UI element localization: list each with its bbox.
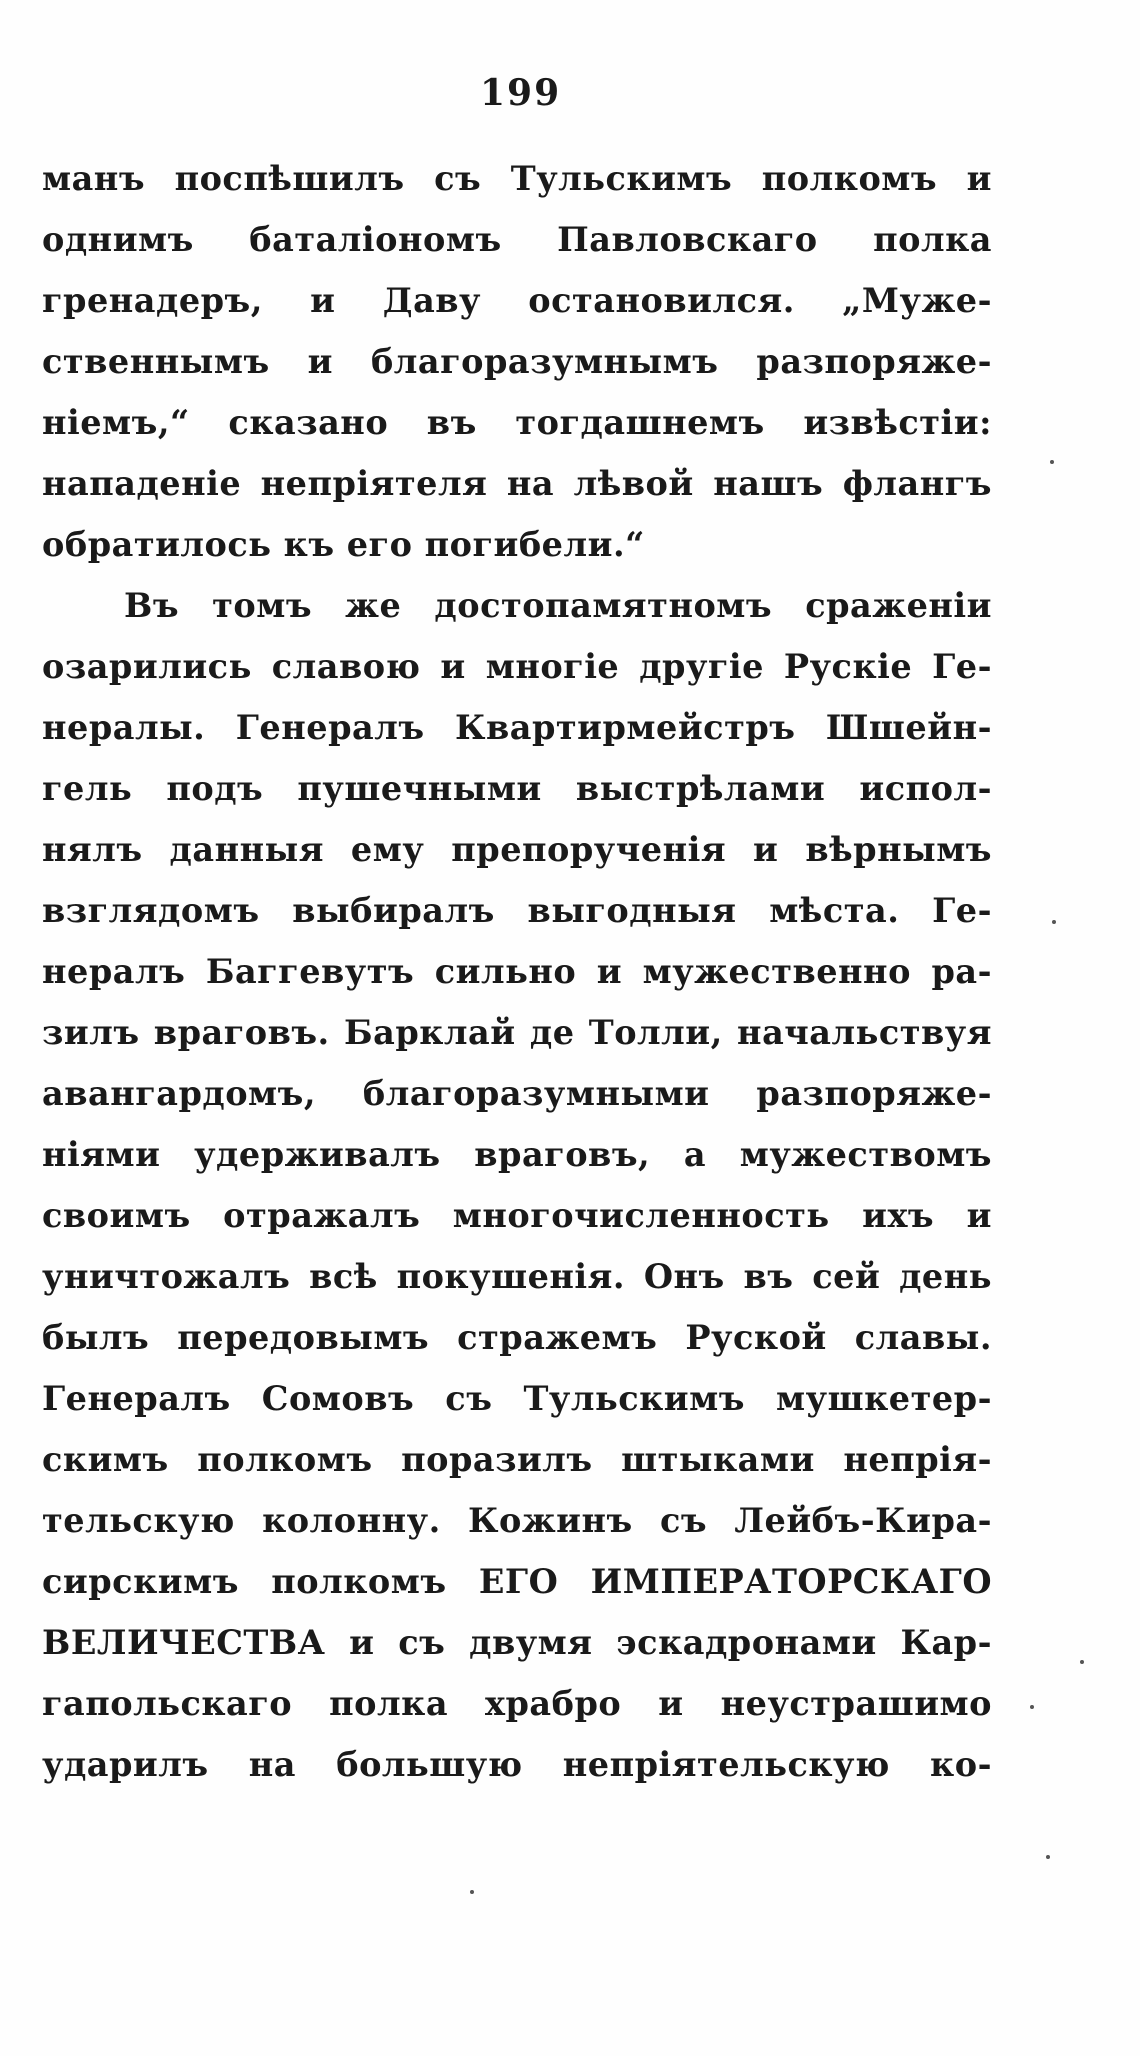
text-line-7: обратилось къ его погибели.“ [42, 525, 645, 564]
scan-speck [1052, 920, 1056, 924]
body-text [42, 148, 992, 1795]
text-line-12: нялъ данныя ему препорученія и вѣрнымъ [42, 830, 992, 869]
scan-speck [1080, 1660, 1084, 1664]
text-line-4: ственнымъ и благоразумнымъ разпоряже- [42, 342, 992, 381]
text-line-19: уничтожалъ всѣ покушенія. Онъ въ сей день [42, 1257, 992, 1296]
text-line-11: гель подъ пушечными выстрѣлами испол- [42, 769, 992, 808]
text-line-25: ВЕЛИЧЕСТВА и съ двумя эскадронами Кар- [42, 1623, 992, 1662]
text-line-5: ніемъ,“ сказано въ тогдашнемъ извѣстіи: [42, 403, 992, 442]
text-line-20: былъ передовымъ стражемъ Руской славы. [42, 1318, 992, 1357]
text-line-18: своимъ отражалъ многочисленность ихъ и [42, 1196, 992, 1235]
scan-speck [470, 1890, 474, 1894]
text-line-22: скимъ полкомъ поразилъ штыками непрія- [42, 1440, 992, 1479]
text-line-9: озарились славою и многіе другіе Рускіе Ге- [42, 647, 992, 686]
text-line-26: гапольскаго полка храбро и неустрашимо [42, 1684, 992, 1723]
text-line-24: сирскимъ полкомъ ЕГО ИМПЕРАТОРСКАГО [42, 1562, 992, 1601]
page-number: 199 [480, 72, 562, 114]
text-line-14: нералъ Баггевутъ сильно и мужественно ра- [42, 952, 992, 991]
text-line-21: Генералъ Сомовъ съ Тульскимъ мушкетер- [42, 1379, 992, 1418]
scan-speck [1046, 1855, 1050, 1859]
text-line-6: нападеніе непріятеля на лѣвой нашъ флангъ [42, 464, 992, 503]
text-line-13: взглядомъ выбиралъ выгодныя мѣста. Ге- [42, 891, 992, 930]
text-line-2: однимъ баталіономъ Павловскаго полка [42, 220, 992, 259]
text-line-8: Въ томъ же достопамятномъ сраженіи [124, 586, 992, 625]
text-line-16: авангардомъ, благоразумными разпоряже- [42, 1074, 992, 1113]
text-line-23: тельскую колонну. Кожинъ съ Лейбъ-Кира- [42, 1501, 992, 1540]
text-line-27: ударилъ на большую непріятельскую ко- [42, 1745, 992, 1784]
text-line-3: гренадеръ, и Даву остановился. „Муже- [42, 281, 992, 320]
text-line-15: зилъ враговъ. Барклай де Толли, начальствуя [42, 1013, 992, 1052]
text-line-1: манъ поспѣшилъ съ Тульскимъ полкомъ и [42, 159, 992, 198]
text-line-17: ніями удерживалъ враговъ, а мужествомъ [42, 1135, 992, 1174]
text-line-10: нералы. Генералъ Квартирмейстръ Шшейн- [42, 708, 992, 747]
scan-speck [1030, 1705, 1034, 1709]
scan-speck [1050, 460, 1054, 464]
